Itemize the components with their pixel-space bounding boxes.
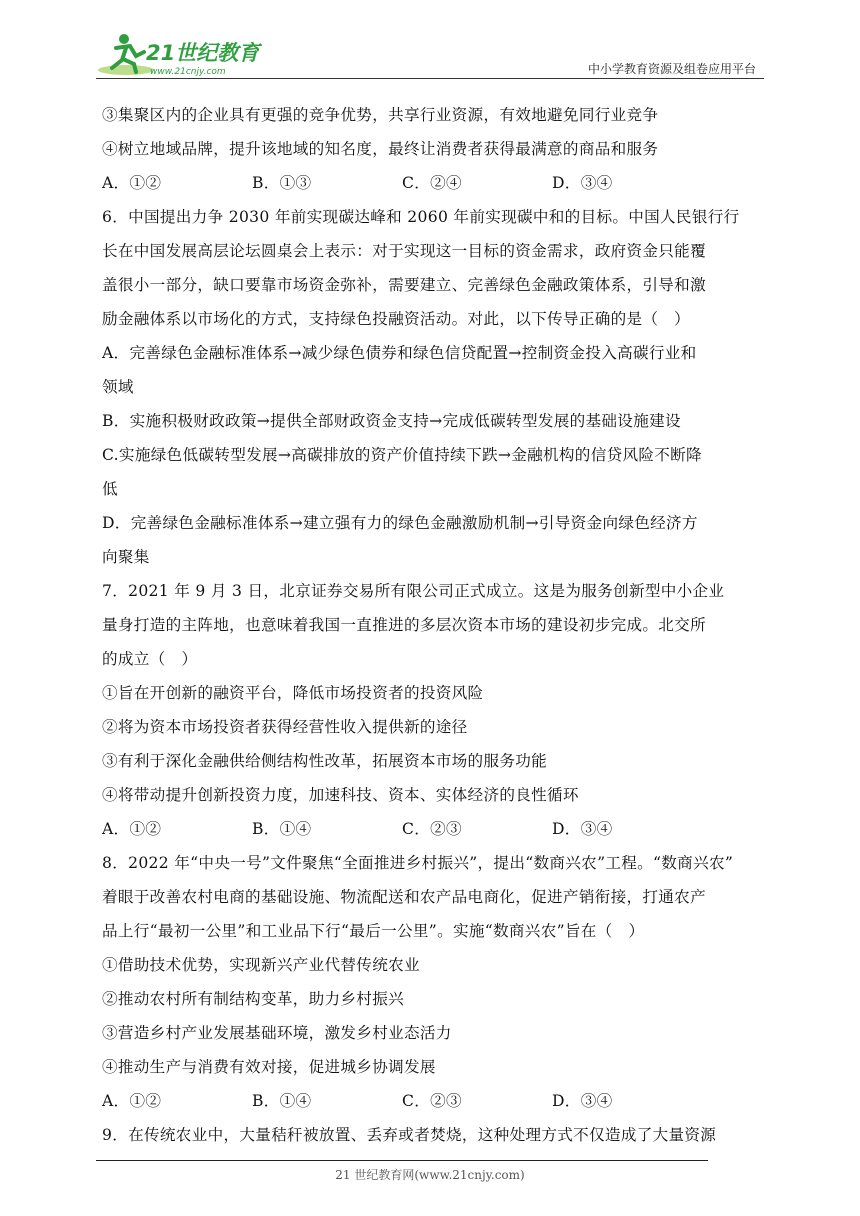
text-line: ①借助技术优势，实现新兴产业代替传统农业 <box>102 956 420 974</box>
text-line: D．完善绿色金融标准体系→建立强有力的绿色金融激励机制→引导资金向绿色经济方 <box>102 514 698 532</box>
text-line: 长在中国发展高层论坛圆桌会上表示：对于实现这一目标的资金需求，政府资金只能覆 <box>102 242 706 260</box>
answer-option: B．①④ <box>252 820 312 838</box>
answer-option: B．①④ <box>252 1092 312 1110</box>
page-header <box>96 30 764 78</box>
text-line: 7．2021 年 9 月 3 日，北京证券交易所有限公司正式成立。这是为服务创新型中小企业 <box>102 582 725 600</box>
answer-options <box>102 812 770 846</box>
text-line: ①旨在开创新的融资平台，降低市场投资者的投资风险 <box>102 684 484 702</box>
text-line: ④将带动提升创新投资力度，加速科技、资本、实体经济的良性循环 <box>102 786 579 804</box>
platform-name: 中小学教育资源及组卷应用平台 <box>587 62 756 76</box>
answer-options <box>102 1084 770 1118</box>
answer-option: A．①② <box>102 174 162 192</box>
text-line: 品上行“最初一公里”和工业品下行“最后一公里”。实施“数商兴农”旨在（ ） <box>102 922 645 940</box>
answer-option: C．②③ <box>402 1092 462 1110</box>
text-line: ②推动农村所有制结构变革，助力乡村振兴 <box>102 990 404 1008</box>
document-body <box>102 98 770 1152</box>
text-line: ④推动生产与消费有效对接，促进城乡协调发展 <box>102 1058 436 1076</box>
text-line: 励金融体系以市场化的方式，支持绿色投融资活动。对此，以下传导正确的是（ ） <box>102 310 691 328</box>
text-line: 6．中国提出力争 2030 年前实现碳达峰和 2060 年前实现碳中和的目标。中国人民银行行 <box>102 208 740 226</box>
logo-url: www.21cnjy.com <box>150 67 226 77</box>
text-line: A．完善绿色金融标准体系→减少绿色债券和绿色信贷配置→控制资金投入高碳行业和 <box>102 344 697 362</box>
answer-option: A．①② <box>102 820 162 838</box>
text-line: 低 <box>102 480 118 498</box>
header-divider <box>96 78 764 79</box>
text-line: ④树立地域品牌，提升该地域的知名度，最终让消费者获得最满意的商品和服务 <box>102 140 659 158</box>
text-line: ③集聚区内的企业具有更强的竞争优势，共享行业资源，有效地避免同行业竞争 <box>102 106 659 124</box>
text-line: 着眼于改善农村电商的基础设施、物流配送和农产品电商化，促进产销衔接，打通农产 <box>102 888 706 906</box>
answer-options <box>102 166 770 200</box>
text-line: 向聚集 <box>102 548 150 566</box>
text-line: 领域 <box>102 378 134 396</box>
logo-text: 21世纪教育 <box>146 41 260 65</box>
answer-option: D．③④ <box>552 1092 613 1110</box>
text-line: 量身打造的主阵地，也意味着我国一直推进的多层次资本市场的建设初步完成。北交所 <box>102 616 706 634</box>
text-line: 盖很小一部分，缺口要靠市场资金弥补，需要建立、完善绿色金融政策体系，引导和激 <box>102 276 706 294</box>
text-line: B．实施积极财政政策→提供全部财政资金支持→完成低碳转型发展的基础设施建设 <box>102 412 681 430</box>
answer-option: C．②④ <box>402 174 462 192</box>
text-line: ②将为资本市场投资者获得经营性收入提供新的途径 <box>102 718 468 736</box>
page-footer: 21 世纪教育网(www.21cnjy.com) <box>335 1168 525 1182</box>
logo-icon <box>96 30 276 78</box>
answer-option: A．①② <box>102 1092 162 1110</box>
answer-option: D．③④ <box>552 174 613 192</box>
answer-option: B．①③ <box>252 174 312 192</box>
text-line: ③有利于深化金融供给侧结构性改革，拓展资本市场的服务功能 <box>102 752 548 770</box>
footer-divider <box>96 1160 708 1161</box>
text-line: ③营造乡村产业发展基础环境，激发乡村业态活力 <box>102 1024 452 1042</box>
answer-option: C．②③ <box>402 820 462 838</box>
text-line: 8．2022 年“中央一号”文件聚焦“全面推进乡村振兴”，提出“数商兴农”工程。“数商兴农” <box>102 854 734 872</box>
text-line: C.实施绿色低碳转型发展→高碳排放的资产价值持续下跌→金融机构的信贷风险不断降 <box>102 446 702 464</box>
text-line: 的成立（ ） <box>102 650 198 668</box>
text-line: 9．在传统农业中，大量秸秆被放置、丢弃或者焚烧，这种处理方式不仅造成了大量资源 <box>102 1126 717 1144</box>
answer-option: D．③④ <box>552 820 613 838</box>
